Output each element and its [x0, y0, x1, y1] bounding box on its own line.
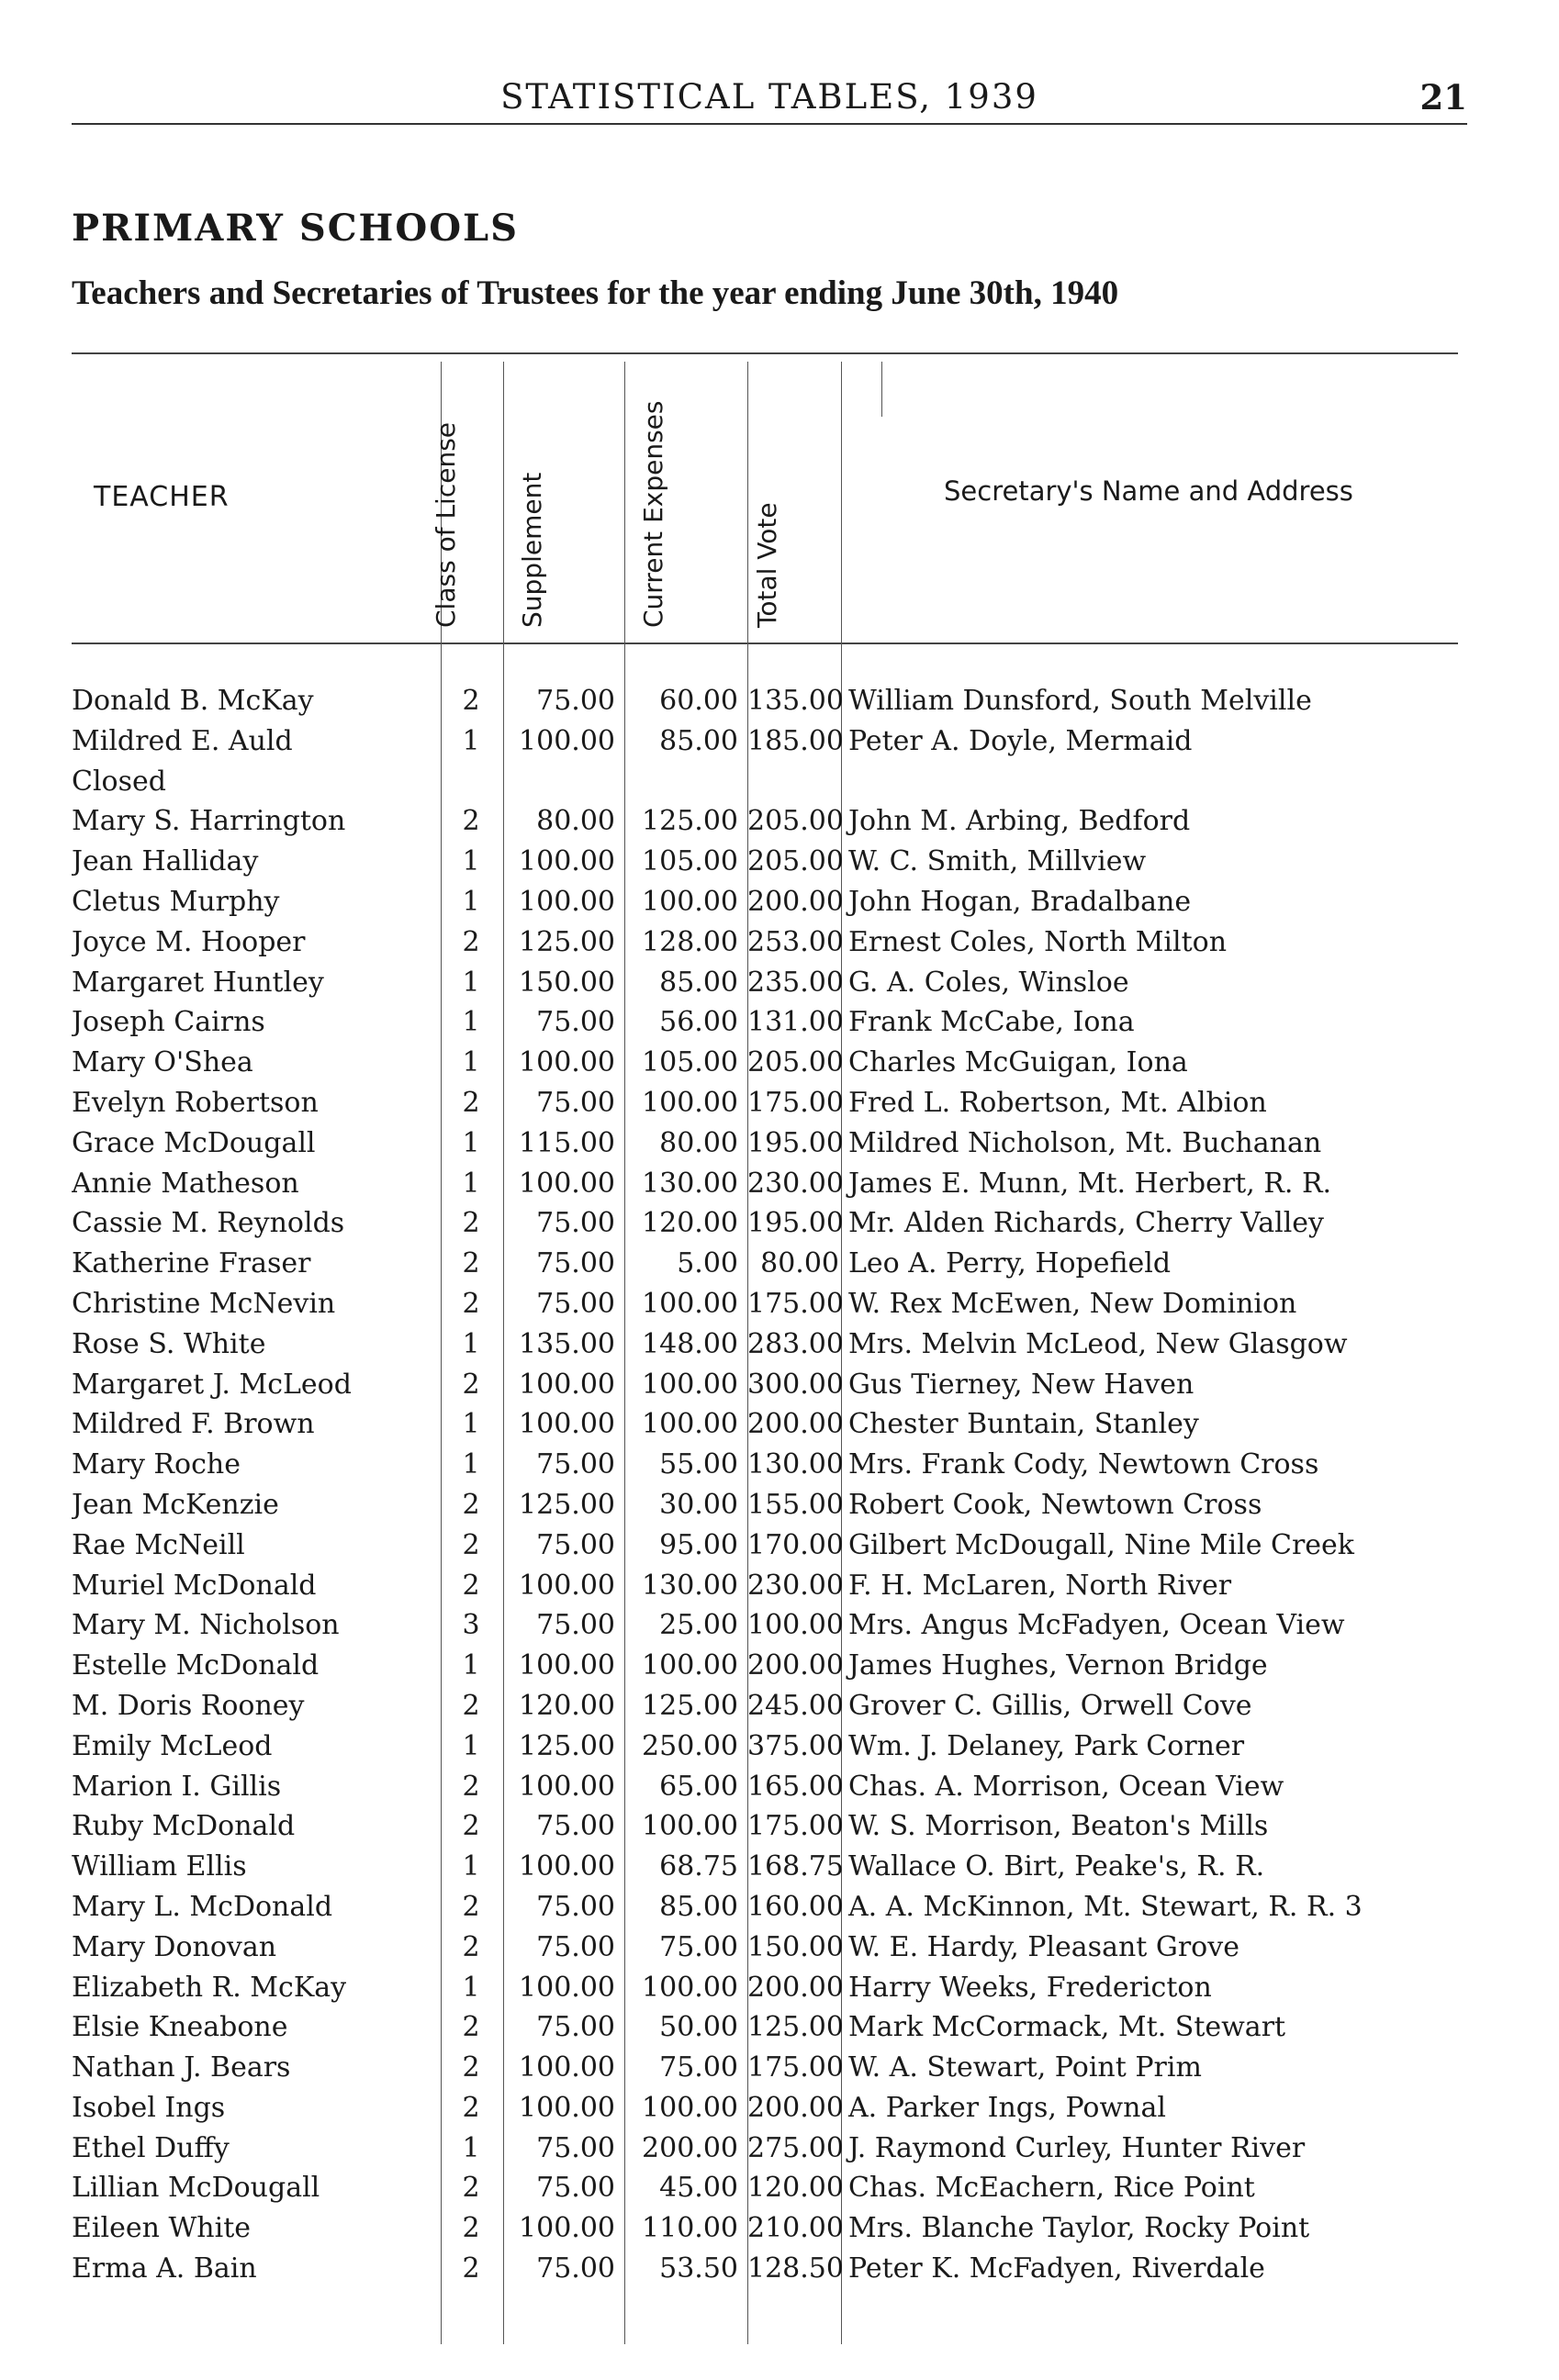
table-row [72, 2007, 1522, 2048]
total-vote-value: 175.00 [747, 1810, 844, 1843]
supplement-value: 75.00 [536, 1810, 615, 1843]
class-of-license: 1 [462, 724, 480, 757]
class-of-license: 2 [462, 1368, 480, 1401]
current-expenses-value: 85.00 [659, 966, 738, 999]
teacher-name: Cassie M. Reynolds [72, 1207, 345, 1240]
table-row [72, 1847, 1522, 1887]
current-expenses-value: 56.00 [659, 1006, 738, 1039]
supplement-value: 75.00 [536, 1086, 615, 1119]
table-row [72, 1525, 1522, 1566]
teacher-name: Mildred E. Auld [72, 724, 293, 757]
class-of-license: 2 [462, 2051, 480, 2084]
total-vote-value: 125.00 [747, 2011, 844, 2044]
total-vote-value: 185.00 [747, 724, 844, 757]
teacher-name: Jean Halliday [72, 845, 259, 878]
class-of-license: 2 [462, 1890, 480, 1923]
total-vote-value: 245.00 [747, 1689, 844, 1722]
teacher-name: Lillian McDougall [72, 2172, 320, 2205]
header-current-expenses [638, 371, 711, 628]
teacher-name: Mary S. Harrington [72, 805, 346, 838]
table-row [72, 963, 1522, 1003]
table-row [72, 1002, 1522, 1043]
current-expenses-value: 53.50 [659, 2252, 738, 2285]
secretary-name-address: Chas. A. Morrison, Ocean View [848, 1770, 1284, 1803]
supplement-value: 100.00 [519, 2091, 615, 2124]
teacher-name: Mary O'Shea [72, 1046, 253, 1079]
teacher-name: Isobel Ings [72, 2091, 226, 2124]
supplement-value: 75.00 [536, 1930, 615, 1963]
current-expenses-value: 100.00 [642, 885, 738, 918]
class-of-license: 2 [462, 1287, 480, 1320]
class-of-license: 1 [462, 1046, 480, 1079]
class-of-license: 2 [462, 1207, 480, 1240]
secretary-name-address: William Dunsford, South Melville [848, 685, 1312, 717]
teacher-name: Margaret J. McLeod [72, 1368, 352, 1401]
table-row [72, 721, 1522, 762]
class-of-license: 1 [462, 1408, 480, 1441]
teacher-name: Jean McKenzie [72, 1488, 279, 1521]
table-row [72, 1686, 1522, 1726]
column-divider [881, 362, 882, 417]
supplement-value: 100.00 [519, 724, 615, 757]
table-row [72, 922, 1522, 963]
total-vote-value: 275.00 [747, 2131, 844, 2164]
teacher-name: Mary M. Nicholson [72, 1609, 340, 1642]
class-of-license: 2 [462, 2172, 480, 2205]
secretary-name-address: W. A. Stewart, Point Prim [848, 2051, 1202, 2084]
teacher-name: Closed [72, 765, 166, 798]
secretary-name-address: Gus Tierney, New Haven [848, 1368, 1194, 1401]
secretary-name-address: Robert Cook, Newtown Cross [848, 1488, 1262, 1521]
secretary-name-address: Ernest Coles, North Milton [848, 925, 1228, 958]
class-of-license: 2 [462, 1770, 480, 1803]
secretary-name-address: John M. Arbing, Bedford [848, 805, 1191, 838]
supplement-value: 100.00 [519, 1850, 615, 1883]
total-vote-value: 175.00 [747, 1086, 844, 1119]
table-row [72, 1043, 1522, 1083]
current-expenses-value: 100.00 [642, 1368, 738, 1401]
current-expenses-value: 100.00 [642, 1408, 738, 1441]
secretary-name-address: Peter K. McFadyen, Riverdale [848, 2252, 1265, 2285]
teacher-name: Donald B. McKay [72, 685, 314, 717]
class-of-license: 1 [462, 1327, 480, 1360]
teacher-name: Katherine Fraser [72, 1247, 311, 1280]
class-of-license: 1 [462, 2131, 480, 2164]
teacher-name: Muriel McDonald [72, 1569, 317, 1602]
table-row [72, 1164, 1522, 1204]
total-vote-value: 300.00 [747, 1368, 844, 1401]
supplement-value: 100.00 [519, 1408, 615, 1441]
table-row [72, 1887, 1522, 1927]
supplement-value: 135.00 [519, 1327, 615, 1360]
class-of-license: 1 [462, 845, 480, 878]
secretary-name-address: Wallace O. Birt, Peake's, R. R. [848, 1850, 1265, 1883]
supplement-value: 75.00 [536, 1528, 615, 1561]
teacher-name: Elizabeth R. McKay [72, 1971, 347, 2004]
supplement-value: 100.00 [519, 1167, 615, 1200]
teacher-name: Joseph Cairns [72, 1006, 265, 1039]
class-of-license: 3 [462, 1609, 480, 1642]
teacher-name: Cletus Murphy [72, 885, 280, 918]
table-top-rule [72, 352, 1458, 354]
supplement-value: 100.00 [519, 2051, 615, 2084]
current-expenses-value: 100.00 [642, 1971, 738, 2004]
table-row [72, 1203, 1522, 1244]
supplement-value: 125.00 [519, 1488, 615, 1521]
total-vote-value: 375.00 [747, 1729, 844, 1762]
class-of-license: 2 [462, 1488, 480, 1521]
table-row [72, 842, 1522, 882]
teacher-name: Emily McLeod [72, 1729, 273, 1762]
secretary-name-address: W. Rex McEwen, New Dominion [848, 1287, 1297, 1320]
total-vote-value: 150.00 [747, 1930, 844, 1963]
current-expenses-value: 85.00 [659, 1890, 738, 1923]
table-body [72, 681, 1522, 2289]
table-row [72, 1726, 1522, 1767]
section-title: PRIMARY SCHOOLS [72, 207, 520, 250]
current-expenses-value: 100.00 [642, 1810, 738, 1843]
secretary-name-address: Mildred Nicholson, Mt. Buchanan [848, 1126, 1322, 1159]
total-vote-value: 120.00 [747, 2172, 844, 2205]
supplement-value: 100.00 [519, 1971, 615, 2004]
secretary-name-address: Frank McCabe, Iona [848, 1006, 1135, 1039]
current-expenses-value: 100.00 [642, 1649, 738, 1682]
class-of-license: 1 [462, 1729, 480, 1762]
table-row [72, 801, 1522, 842]
total-vote-value: 131.00 [747, 1006, 844, 1039]
secretary-name-address: Charles McGuigan, Iona [848, 1046, 1188, 1079]
table-row [72, 1646, 1522, 1686]
class-of-license: 2 [462, 1569, 480, 1602]
supplement-value: 125.00 [519, 925, 615, 958]
class-of-license: 2 [462, 2252, 480, 2285]
secretary-name-address: Mark McCormack, Mt. Stewart [848, 2011, 1286, 2044]
total-vote-value: 205.00 [747, 1046, 844, 1079]
class-of-license: 2 [462, 1930, 480, 1963]
current-expenses-value: 120.00 [642, 1207, 738, 1240]
class-of-license: 1 [462, 1649, 480, 1682]
table-row [72, 1365, 1522, 1405]
current-expenses-value: 75.00 [659, 2051, 738, 2084]
current-expenses-value: 45.00 [659, 2172, 738, 2205]
current-expenses-value: 80.00 [659, 1126, 738, 1159]
teacher-name: Rae McNeill [72, 1528, 245, 1561]
table-row [72, 2168, 1522, 2208]
table-row [72, 762, 1522, 802]
table-row [72, 2088, 1522, 2129]
current-expenses-value: 105.00 [642, 1046, 738, 1079]
table-row [72, 2208, 1522, 2249]
current-expenses-value: 125.00 [642, 1689, 738, 1722]
current-expenses-value: 60.00 [659, 685, 738, 717]
table-row [72, 1404, 1522, 1445]
secretary-name-address: G. A. Coles, Winsloe [848, 966, 1129, 999]
teachers-table [72, 352, 1458, 2353]
supplement-value: 75.00 [536, 1890, 615, 1923]
secretary-name-address: Mrs. Melvin McLeod, New Glasgow [848, 1327, 1348, 1360]
table-row [72, 2129, 1522, 2169]
current-expenses-value: 130.00 [642, 1167, 738, 1200]
teacher-name: Mary Donovan [72, 1930, 277, 1963]
teacher-name: M. Doris Rooney [72, 1689, 305, 1722]
secretary-name-address: Peter A. Doyle, Mermaid [848, 724, 1193, 757]
running-header [72, 72, 1467, 125]
secretary-name-address: Mrs. Blanche Taylor, Rocky Point [848, 2212, 1310, 2245]
table-row [72, 1927, 1522, 1968]
class-of-license: 2 [462, 1689, 480, 1722]
current-expenses-value: 75.00 [659, 1930, 738, 1963]
supplement-value: 100.00 [519, 1569, 615, 1602]
total-vote-value: 130.00 [747, 1448, 844, 1481]
supplement-value: 75.00 [536, 2172, 615, 2205]
class-of-license: 2 [462, 685, 480, 717]
total-vote-value: 165.00 [747, 1770, 844, 1803]
secretary-name-address: W. E. Hardy, Pleasant Grove [848, 1930, 1239, 1963]
class-of-license: 2 [462, 925, 480, 958]
table-row [72, 2048, 1522, 2088]
supplement-value: 120.00 [519, 1689, 615, 1722]
secretary-name-address: Mr. Alden Richards, Cherry Valley [848, 1207, 1324, 1240]
total-vote-value: 128.50 [747, 2252, 844, 2285]
total-vote-value: 135.00 [747, 685, 844, 717]
class-of-license: 1 [462, 1448, 480, 1481]
table-row [72, 1083, 1522, 1123]
teacher-name: Christine McNevin [72, 1287, 336, 1320]
secretary-name-address: Leo A. Perry, Hopefield [848, 1247, 1172, 1280]
current-expenses-value: 200.00 [642, 2131, 738, 2164]
table-row [72, 1767, 1522, 1807]
running-title: STATISTICAL TABLES, 1939 [500, 77, 1038, 117]
current-expenses-value: 110.00 [642, 2212, 738, 2245]
current-expenses-value: 130.00 [642, 1569, 738, 1602]
teacher-name: Estelle McDonald [72, 1649, 320, 1682]
table-row [72, 1445, 1522, 1485]
teacher-name: Erma A. Bain [72, 2252, 257, 2285]
secretary-name-address: F. H. McLaren, North River [848, 1569, 1232, 1602]
supplement-value: 75.00 [536, 1207, 615, 1240]
secretary-name-address: J. Raymond Curley, Hunter River [848, 2131, 1306, 2164]
supplement-value: 100.00 [519, 1368, 615, 1401]
current-expenses-value: 50.00 [659, 2011, 738, 2044]
class-of-license: 2 [462, 2091, 480, 2124]
secretary-name-address: W. C. Smith, Millview [848, 845, 1147, 878]
supplement-value: 150.00 [519, 966, 615, 999]
class-of-license: 1 [462, 1126, 480, 1159]
current-expenses-value: 95.00 [659, 1528, 738, 1561]
secretary-name-address: W. S. Morrison, Beaton's Mills [848, 1810, 1269, 1843]
teacher-name: Evelyn Robertson [72, 1086, 319, 1119]
teacher-name: Ruby McDonald [72, 1810, 296, 1843]
teacher-name: Elsie Kneabone [72, 2011, 288, 2044]
secretary-name-address: James E. Munn, Mt. Herbert, R. R. [848, 1167, 1332, 1200]
table-row [72, 1806, 1522, 1847]
secretary-name-address: Fred L. Robertson, Mt. Albion [848, 1086, 1267, 1119]
total-vote-value: 195.00 [747, 1126, 844, 1159]
class-of-license: 1 [462, 1167, 480, 1200]
current-expenses-value: 128.00 [642, 925, 738, 958]
supplement-value: 125.00 [519, 1729, 615, 1762]
class-of-license: 1 [462, 1971, 480, 2004]
teacher-name: Grace McDougall [72, 1126, 316, 1159]
current-expenses-value: 25.00 [659, 1609, 738, 1642]
total-vote-value: 205.00 [747, 845, 844, 878]
header-class-of-license [431, 371, 503, 628]
current-expenses-value: 55.00 [659, 1448, 738, 1481]
class-of-license: 2 [462, 1247, 480, 1280]
teacher-name: Rose S. White [72, 1327, 266, 1360]
class-of-license: 2 [462, 1810, 480, 1843]
header-current-expenses-label: Current Expenses [638, 400, 668, 628]
supplement-value: 75.00 [536, 2011, 615, 2044]
header-total-vote-label: Total Vote [752, 502, 782, 628]
secretary-name-address: A. A. McKinnon, Mt. Stewart, R. R. 3 [848, 1890, 1363, 1923]
total-vote-value: 210.00 [747, 2212, 844, 2245]
class-of-license: 1 [462, 1006, 480, 1039]
table-header-rule [72, 642, 1458, 644]
total-vote-value: 170.00 [747, 1528, 844, 1561]
teacher-name: Marion I. Gillis [72, 1770, 282, 1803]
secretary-name-address: Wm. J. Delaney, Park Corner [848, 1729, 1245, 1762]
supplement-value: 75.00 [536, 1448, 615, 1481]
current-expenses-value: 100.00 [642, 2091, 738, 2124]
total-vote-value: 200.00 [747, 1971, 844, 2004]
page-number: 21 [1419, 77, 1467, 117]
table-row [72, 1566, 1522, 1606]
supplement-value: 115.00 [519, 1126, 615, 1159]
supplement-value: 75.00 [536, 2131, 615, 2164]
current-expenses-value: 100.00 [642, 1287, 738, 1320]
total-vote-value: 160.00 [747, 1890, 844, 1923]
total-vote-value: 230.00 [747, 1167, 844, 1200]
current-expenses-value: 30.00 [659, 1488, 738, 1521]
supplement-value: 75.00 [536, 1287, 615, 1320]
class-of-license: 1 [462, 885, 480, 918]
secretary-name-address: John Hogan, Bradalbane [848, 885, 1192, 918]
header-secretary: Secretary's Name and Address [944, 475, 1353, 507]
total-vote-value: 200.00 [747, 2091, 844, 2124]
teacher-name: Nathan J. Bears [72, 2051, 291, 2084]
current-expenses-value: 105.00 [642, 845, 738, 878]
supplement-value: 100.00 [519, 1046, 615, 1079]
current-expenses-value: 68.75 [659, 1850, 738, 1883]
secretary-name-address: Chas. McEachern, Rice Point [848, 2172, 1255, 2205]
secretary-name-address: Grover C. Gillis, Orwell Cove [848, 1689, 1252, 1722]
supplement-value: 75.00 [536, 1006, 615, 1039]
teacher-name: Margaret Huntley [72, 966, 324, 999]
total-vote-value: 155.00 [747, 1488, 844, 1521]
total-vote-value: 175.00 [747, 2051, 844, 2084]
total-vote-value: 230.00 [747, 1569, 844, 1602]
class-of-license: 2 [462, 1086, 480, 1119]
header-supplement [517, 371, 589, 628]
table-row [72, 1123, 1522, 1164]
total-vote-value: 100.00 [747, 1609, 844, 1642]
header-supplement-label: Supplement [517, 472, 547, 628]
teacher-name: Annie Matheson [72, 1167, 299, 1200]
table-row [72, 1324, 1522, 1365]
current-expenses-value: 148.00 [642, 1327, 738, 1360]
teacher-name: Eileen White [72, 2212, 252, 2245]
table-row [72, 2249, 1522, 2289]
table-row [72, 1605, 1522, 1646]
current-expenses-value: 5.00 [677, 1247, 738, 1280]
teacher-name: Ethel Duffy [72, 2131, 230, 2164]
class-of-license: 2 [462, 805, 480, 838]
secretary-name-address: Gilbert McDougall, Nine Mile Creek [848, 1528, 1354, 1561]
supplement-value: 100.00 [519, 845, 615, 878]
total-vote-value: 195.00 [747, 1207, 844, 1240]
teacher-name: William Ellis [72, 1850, 247, 1883]
supplement-value: 100.00 [519, 2212, 615, 2245]
supplement-value: 100.00 [519, 1649, 615, 1682]
current-expenses-value: 100.00 [642, 1086, 738, 1119]
teacher-name: Mary Roche [72, 1448, 241, 1481]
teacher-name: Joyce M. Hooper [72, 925, 306, 958]
total-vote-value: 283.00 [747, 1327, 844, 1360]
current-expenses-value: 250.00 [642, 1729, 738, 1762]
total-vote-value: 175.00 [747, 1287, 844, 1320]
table-row [72, 681, 1522, 721]
current-expenses-value: 65.00 [659, 1770, 738, 1803]
supplement-value: 100.00 [519, 1770, 615, 1803]
teacher-name: Mary L. McDonald [72, 1890, 333, 1923]
total-vote-value: 200.00 [747, 1408, 844, 1441]
total-vote-value: 253.00 [747, 925, 844, 958]
total-vote-value: 168.75 [747, 1850, 844, 1883]
header-class-of-license-label: Class of License [431, 421, 461, 628]
class-of-license: 2 [462, 1528, 480, 1561]
total-vote-value: 205.00 [747, 805, 844, 838]
total-vote-value: 200.00 [747, 885, 844, 918]
secretary-name-address: James Hughes, Vernon Bridge [848, 1649, 1268, 1682]
table-row [72, 1244, 1522, 1284]
supplement-value: 80.00 [536, 805, 615, 838]
class-of-license: 1 [462, 966, 480, 999]
header-total-vote [752, 371, 824, 628]
table-row [72, 1485, 1522, 1525]
current-expenses-value: 125.00 [642, 805, 738, 838]
table-row [72, 882, 1522, 922]
class-of-license: 2 [462, 2212, 480, 2245]
class-of-license: 1 [462, 1850, 480, 1883]
supplement-value: 75.00 [536, 1247, 615, 1280]
supplement-value: 75.00 [536, 685, 615, 717]
section-subtitle: Teachers and Secretaries of Trustees for the year ending June 30th, 1940 [72, 274, 1119, 312]
secretary-name-address: Chester Buntain, Stanley [848, 1408, 1199, 1441]
supplement-value: 100.00 [519, 885, 615, 918]
secretary-name-address: A. Parker Ings, Pownal [848, 2091, 1166, 2124]
table-row [72, 1284, 1522, 1324]
total-vote-value: 235.00 [747, 966, 844, 999]
teacher-name: Mildred F. Brown [72, 1408, 315, 1441]
class-of-license: 2 [462, 2011, 480, 2044]
total-vote-value: 80.00 [760, 1247, 839, 1280]
secretary-name-address: Harry Weeks, Fredericton [848, 1971, 1212, 2004]
current-expenses-value: 85.00 [659, 724, 738, 757]
total-vote-value: 200.00 [747, 1649, 844, 1682]
supplement-value: 75.00 [536, 2252, 615, 2285]
secretary-name-address: Mrs. Frank Cody, Newtown Cross [848, 1448, 1319, 1481]
supplement-value: 75.00 [536, 1609, 615, 1642]
secretary-name-address: Mrs. Angus McFadyen, Ocean View [848, 1609, 1345, 1642]
header-teacher: TEACHER [94, 481, 230, 513]
table-row [72, 1968, 1522, 2008]
